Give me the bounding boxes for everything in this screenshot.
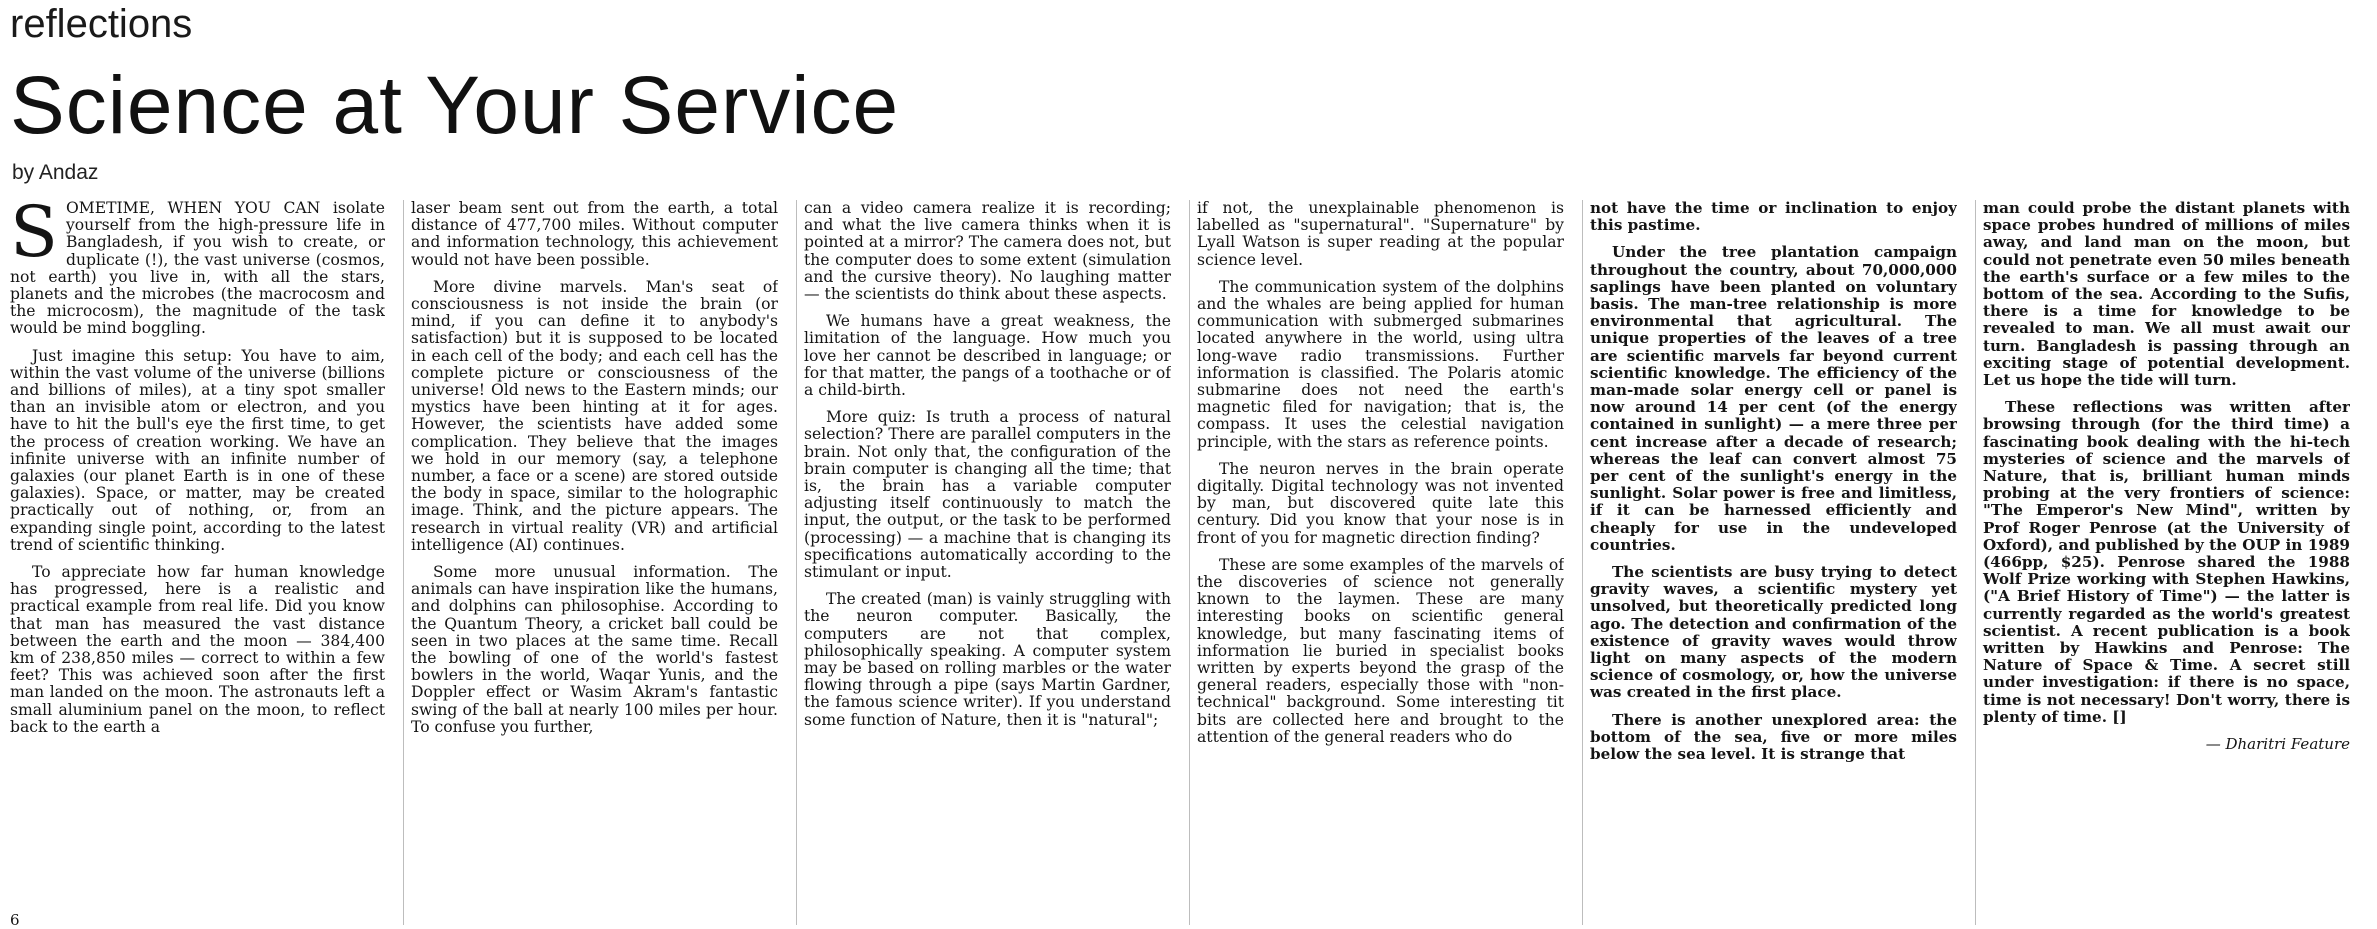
article-body <box>10 200 2362 925</box>
paragraph: These are some examples of the marvels of the discoveries of science not generally known to the laymen. These are many interesting books on scientific general knowledge, but many fascinating items of information lie buried in specialist books written by experts beyond the grasp of the general readers, especially those with "non-technical" background. Some interesting tit bits are collected here and brought to the attention of the general readers who do <box>1197 555 1564 746</box>
article-signoff: — Dharitri Feature <box>2205 735 2350 754</box>
paragraph <box>10 200 385 338</box>
paragraph: More quiz: Is truth a process of natural selection? There are parallel computers in the brain. Not only that, the configuration of the brain computer is changing all the time; that is, the brain has a variable computer adjusting itself continuously to match the input, the output, or the task to be performed (processing) — a machine that is changing its specifications automatically according to the stimulant or input. <box>804 408 1171 582</box>
paragraph: if not, the unexplainable phenomenon is labelled as "supernatural". "Supernature" by Lyall Watson is super reading at the popular science level. <box>1197 200 1564 269</box>
paragraph: can a video camera realize it is recording; and what the live camera thinks when it is pointed at a mirror? The camera does not, but the computer does to some extent (simulation and the cursive theory). No laughing matter — the scientists do think about these aspects. <box>804 200 1171 304</box>
article-column-5 <box>1582 200 1957 925</box>
paragraph: The neuron nerves in the brain operate digitally. Digital technology was not invented by man, but discovered quite late this century. Did you know that your nose is in front of you for magnetic direction finding? <box>1197 459 1564 547</box>
article-column-3 <box>796 200 1171 925</box>
page-number: 6 <box>10 911 20 929</box>
paragraph: man could probe the distant planets with space probes hundred of millions of miles away, and land man on the moon, but could not penetrate even 50 miles beneath the earth's surface or a few miles to the bottom of the sea. According to the Sufis, there is a time for knowledge to be revealed to man. We all must await our turn. Bangladesh is passing through an exciting stage of potential development. Let us hope the tide will turn. <box>1983 200 2350 390</box>
paragraph: Some more unusual information. The animals can have inspiration like the humans, and dolphins can philosophise. According to the Quantum Theory, a cricket ball could be seen in two places at the same time. Recall the bowling of one of the world's fastest bowlers in the world, Waqar Yunis, and the Doppler effect or Wasim Akram's fantastic swing of the ball at nearly 100 miles per hour. To confuse you further, <box>411 563 778 736</box>
paragraph-text: OMETIME, WHEN YOU CAN isolate yourself from the high-pressure life in Bangladesh, if you wish to create, or duplicate (!), the vast universe (cosmos, not earth) you live in, with all the stars, planets and the microbes (the macrocosm and the microcosm), the magnitude of the task would be mind boggling. <box>10 200 385 338</box>
paragraph: The scientists are busy trying to detect gravity waves, a scientific mystery yet unsolved, but theoretically predicted long ago. The detection and confirmation of the existence of gravity waves would throw light on many aspects of the modern science of cosmology, or, how the universe was created in the first place. <box>1590 563 1957 702</box>
article-byline: by Andaz <box>12 161 99 184</box>
paragraph: Just imagine this setup: You have to aim, within the vast volume of the universe (billions and billions of miles), at a tiny spot smaller than an invisible atom or electron, and you have to hit the bull's eye the first time, to get the process of creation working. We have an infinite universe with an infinite number of galaxies (our planet Earth is in one of these galaxies). Space, or matter, may be created practically out of nothing, or, from an expanding single point, according to the latest trend of scientific thinking. <box>10 346 385 554</box>
paragraph: laser beam sent out from the earth, a total distance of 477,700 miles. Without computer and information technology, this achievement would not have been possible. <box>411 200 778 269</box>
paragraph: We humans have a great weakness, the limitation of the language. How much you love her cannot be described in language; or for that matter, the pangs of a toothache or of a child-birth. <box>804 312 1171 400</box>
article-column-6 <box>1975 200 2350 925</box>
paragraph: not have the time or inclination to enjoy this pastime. <box>1590 200 1957 235</box>
section-label: reflections <box>10 2 193 46</box>
paragraph: The communication system of the dolphins and the whales are being applied for human communication with submerged submarines located anywhere in the world, using ultra long-wave radio transmissions. Further information is classified. The Polaris atomic submarine does not need the earth's magnetic filed for navigation; that is, the compass. It uses the celestial navigation principle, with the stars as reference points. <box>1197 277 1564 451</box>
paragraph: Under the tree plantation campaign throughout the country, about 70,000,000 saplings have been planted on voluntary basis. The man-tree relationship is more environmental that agricultural. The unique properties of the leaves of a tree are scientific marvels far beyond current scientific knowledge. The efficiency of the man-made solar energy cell or panel is now around 14 per cent (of the energy contained in sunlight) — a mere three per cent increase after a decade of research; whereas the leaf can convert almost 75 per cent of the sunlight's energy in the sunlight. Solar power is free and limitless, if it can be harnessed efficiently and cheaply for use in the undeveloped countries. <box>1590 243 1957 554</box>
paragraph: The created (man) is vainly struggling with the neuron computer. Basically, the computers are not that complex, philosophically speaking. A computer system may be based on rolling marbles or the water flowing through a pipe (says Martin Gardner, the famous science writer). If you understand some function of Nature, then it is "natural"; <box>804 590 1171 729</box>
drop-cap: S <box>10 200 58 273</box>
article-headline: Science at Your Service <box>10 60 900 151</box>
article-column-2 <box>403 200 778 925</box>
article-column-1 <box>10 200 385 925</box>
paragraph: These reflections was written after browsing through (for the third time) a fascinating book dealing with the hi-tech mysteries of science and the marvels of Nature, that is, brilliant human minds probing at the very frontiers of science: "The Emperor's New Mind", written by Prof Roger Penrose (at the University of Oxford), and published by the OUP in 1989 (466pp, $25). Penrose shared the 1988 Wolf Prize working with Stephen Hawkins, ("A Brief History of Time") — the latter is currently regarded as the world's greatest scientist. A recent publication is a book written by Hawkins and Penrose: The Nature of Space & Time. A secret still under investigation: if there is no space, time is not necessary! Don't worry, there is plenty of time. [] <box>1983 398 2350 726</box>
paragraph: There is another unexplored area: the bottom of the sea, five or more miles below the sea level. It is strange that <box>1590 710 1957 764</box>
paragraph: More divine marvels. Man's seat of consciousness is not inside the brain (or mind, if you can define it to anybody's satisfaction) but it is supposed to be located in each cell of the body; and each cell has the complete picture or consciousness of the universe! Old news to the Eastern minds; our mystics have been hinting at it for ages. However, the scientists have added some complication. They believe that the images we hold in our memory (say, a telephone number, a face or a scene) are stored outside the body in space, similar to the holographic image. Think, and the picture appears. The research in virtual reality (VR) and artificial intelligence (AI) continues. <box>411 277 778 554</box>
article-column-4 <box>1189 200 1564 925</box>
paragraph: To appreciate how far human knowledge has progressed, here is a realistic and practical example from real life. Did you know that man has measured the vast distance between the earth and the moon — 384,400 km of 238,850 miles — correct to within a few feet? This was achieved soon after the first man landed on the moon. The astronauts left a small aluminium panel on the moon, to reflect back to the earth a <box>10 563 385 736</box>
